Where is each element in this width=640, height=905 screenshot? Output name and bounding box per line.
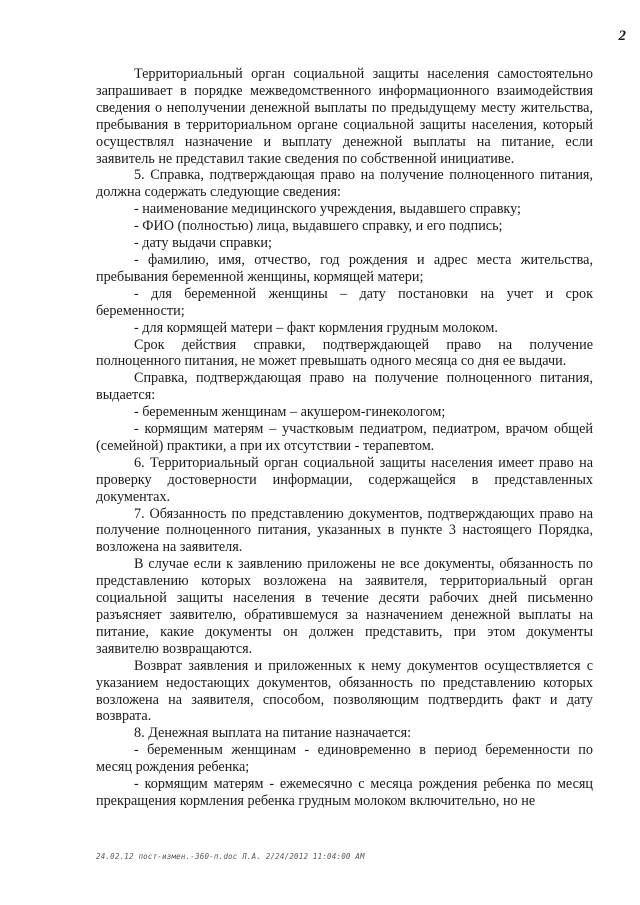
paragraph-missing-documents: В случае если к заявлению приложены не все документы, обязанность по представлению которых возложена на заявителя, территориальный орган социальной защиты населения в течение десяти рабочих дней письменно разъясняет заявителю, обратившемуся за назначением денежной выплаты на питание, какие документы он должен представить, при этом документы заявителю возвращаются.	[96, 556, 593, 657]
paragraph-section-5: 5. Справка, подтверждающая право на получение полноценного питания, должна содержать следующие сведения:	[96, 167, 593, 201]
paragraph-return: Возврат заявления и приложенных к нему документов осуществляется с указанием недостающих документов, обязанность по представлению которых возложена на заявителя, способом, позволяющим подтвердить факт и дату возврата.	[96, 657, 593, 725]
paragraph-section-6: 6. Территориальный орган социальной защиты населения имеет право на проверку достоверности информации, содержащейся в представленных документах.	[96, 454, 593, 505]
document-body	[96, 66, 593, 810]
paragraph-section-8: 8. Денежная выплата на питание назначается:	[134, 725, 412, 742]
list-item: - кормящим матерям – участковым педиатром, педиатром, врачом общей (семейной) практики, а при их отсутствии - терапевтом.	[96, 421, 593, 454]
paragraph-request-info: Территориальный орган социальной защиты населения самостоятельно запрашивает в порядке межведомственного информационного взаимодействия сведения о неполучении денежной выплаты по предыдущему месту жительства, пребывания в территориальном органе социальной защиты населения, который осуществлял назначение и выплату денежной выплаты на питание, если заявитель не представил такие сведения по собственной инициативе.	[96, 66, 593, 167]
list-item: - кормящим матерям - ежемесячно с месяца рождения ребенка по месяц прекращения кормления ребенка грудным молоком включительно, но не	[96, 776, 593, 809]
page-number: 2	[618, 28, 626, 44]
list-item: - фамилию, имя, отчество, год рождения и адрес места жительства, пребывания беременной женщины, кормящей матери;	[96, 251, 593, 285]
list-item: - беременным женщинам - единовременно в период беременности по месяц рождения ребенка;	[96, 742, 593, 776]
list-item: - дату выдачи справки;	[134, 235, 272, 252]
list-item: - беременным женщинам – акушером-гинекологом;	[134, 404, 446, 421]
paragraph-validity: Срок действия справки, подтверждающей право на получение полноценного питания, не может превышать одного месяца со дня ее выдачи.	[96, 336, 593, 370]
list-item: - для кормящей матери – факт кормления грудным молоком.	[134, 319, 498, 336]
paragraph-issued-by: Справка, подтверждающая право на получение полноценного питания, выдается:	[96, 370, 593, 404]
list-item: - ФИО (полностью) лица, выдавшего справку, и его подпись;	[134, 218, 503, 235]
list-item: - для беременной женщины – дату постановки на учет и срок беременности;	[96, 285, 593, 319]
file-footer: 24.02.12 пост-измен.-360-п.doc Л.А. 2/24/2012 11:04:00 AM	[96, 852, 365, 861]
list-item: - наименование медицинского учреждения, выдавшего справку;	[134, 201, 521, 218]
paragraph-section-7: 7. Обязанность по представлению документов, подтверждающих право на получение полноценного питания, указанных в пункте 3 настоящего Порядка, возложена на заявителя.	[96, 505, 593, 556]
